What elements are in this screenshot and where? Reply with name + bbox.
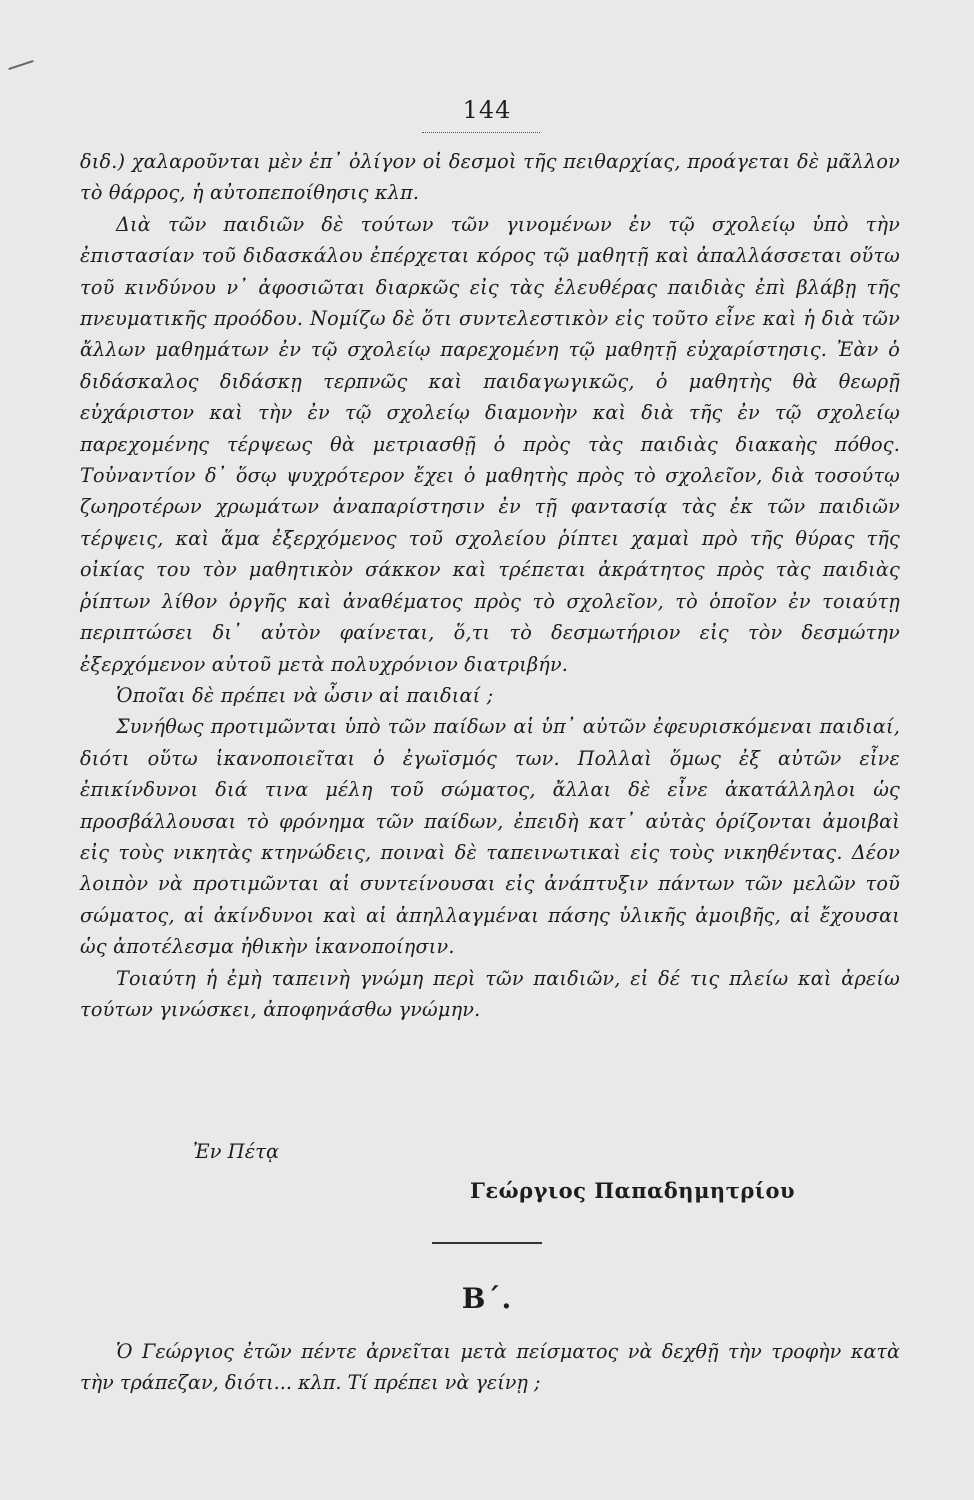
section-divider <box>432 1242 542 1244</box>
author-signature: Γεώργιος Παπαδημητρίου <box>470 1178 796 1203</box>
paragraph-question: Ὁποῖαι δὲ πρέπει νὰ ὦσιν αἱ παιδιαί ; <box>116 683 494 707</box>
section-heading: Β΄. <box>461 1282 513 1315</box>
page-number: 144 <box>462 96 512 124</box>
ink-smudge <box>8 60 33 70</box>
paragraph-closing: Τοιαύτη ἡ ἐμὴ ταπεινὴ γνώμη περὶ τῶν παιδιῶν, εἰ δέ τις πλείω καὶ ἀρείω τούτων γινώσκει, ἀποφηνάσθω γνώμην. <box>80 966 900 1021</box>
main-text <box>80 146 900 1025</box>
paragraph: Ὁ Γεώργιος ἐτῶν πέντε ἀρνεῖται μετὰ πείσματος νὰ δεχθῇ τὴν τροφὴν κατὰ τὴν τράπεζαν, διότι... κλπ. Τί πρέπει νὰ γείνῃ ; <box>80 1340 900 1395</box>
page-number-rule <box>422 132 540 133</box>
section-text <box>80 1336 900 1399</box>
paragraph: Συνήθως προτιμῶνται ὑπὸ τῶν παίδων αἱ ὑπ᾽ αὐτῶν ἐφευρισκόμεναι παιδιαί, διότι οὕτω ἱκανοποιεῖται ὁ ἐγωϊσμός των. Πολλαὶ ὅμως ἐξ αὐτῶν εἶνε ἐπικίνδυνοι διά τινα μέλη τοῦ σώματος, ἄλλαι δὲ εἶνε ἀκατάλληλοι ὡς προσβάλλουσαι τὸ φρόνημα τῶν παίδων, ἐπειδὴ κατ᾽ αὐτὰς ὁρίζονται ἀμοιβαὶ εἰς τοὺς νικητὰς κτηνώδεις, ποιναὶ δὲ ταπεινωτικαὶ εἰς τοὺς νικηθέντας. Δέον λοιπὸν νὰ προτιμῶνται αἱ συντείνουσαι εἰς ἀνάπτυξιν πάντων τῶν μελῶν τοῦ σώματος, αἱ ἀκίνδυνοι καὶ αἱ ἀπηλλαγμέναι πάσης ὑλικῆς ἀμοιβῆς, αἱ ἔχουσαι ὡς ἀποτέλεσμα ἠθικὴν ἱκανοποίησιν. <box>80 715 900 959</box>
paragraph: Διὰ τῶν παιδιῶν δὲ τούτων τῶν γινομένων ἐν τῷ σχολείῳ ὑπὸ τὴν ἐπιστασίαν τοῦ διδασκάλου ἐπέρχεται κόρος τῷ μαθητῇ καὶ ἀπαλλάσσεται οὕτω τοῦ κινδύνου ν᾽ ἀφοσιῶται διαρκῶς εἰς τὰς ἐλευθέρας παιδιὰς ἐπὶ βλάβῃ τῆς πνευματικῆς προόδου. Νομίζω δὲ ὅτι συντελεστικὸν εἰς τοῦτο εἶνε καὶ ἡ διὰ τῶν ἄλλων μαθημάτων ἐν τῷ σχολείῳ παρεχομένη τῷ μαθητῇ εὐχαρίστησις. Ἐὰν ὁ διδάσκαλος διδάσκῃ τερπνῶς καὶ παιδαγωγικῶς, ὁ μαθητὴς θὰ θεωρῇ εὐχάριστον καὶ τὴν ἐν τῷ σχολείῳ διαμονὴν καὶ διὰ τῆς ἐν τῷ σχολείῳ παρεχομένης τέρψεως θὰ μετριασθῇ ὁ πρὸς τὰς παιδιὰς διακαὴς πόθος. Τοὐναντίον δ᾽ ὅσῳ ψυχρότερον ἔχει ὁ μαθητὴς πρὸς τὸ σχολεῖον, διὰ τοσούτῳ ζωηροτέρων χρωμάτων ἀναπαρίστησιν ἐν τῇ φαντασίᾳ τὰς ἐκ τῶν παιδιῶν τέρψεις, καὶ ἅμα ἐξερχόμενος τοῦ σχολείου ῥίπτει χαμαὶ πρὸ τῆς θύρας τῆς οἰκίας του τὸν μαθητικὸν σάκκον καὶ τρέπεται ἀκράτητος πρὸς τὰς παιδιὰς ῥίπτων λίθον ὀργῆς καὶ ἀναθέματος πρὸς τὸ σχολεῖον, τὸ ὁποῖον ἐν τοιαύτῃ περιπτώσει δι᾽ αὐτὸν φαίνεται, ὅ,τι τὸ δεσμωτήριον εἰς τὸν δεσμώτην ἐξερχόμενον αὐτοῦ μετὰ πολυχρόνιον διατριβήν. <box>80 212 900 676</box>
place-line: Ἐν Πέτᾳ <box>193 1140 280 1163</box>
paragraph-continuation: διδ.) χαλαροῦνται μὲν ἐπ᾽ ὀλίγον οἱ δεσμοὶ τῆς πειθαρχίας, προάγεται δὲ μᾶλλον τὸ θάρρος, ἡ αὐτοπεποίθησις κλπ. <box>80 150 900 205</box>
